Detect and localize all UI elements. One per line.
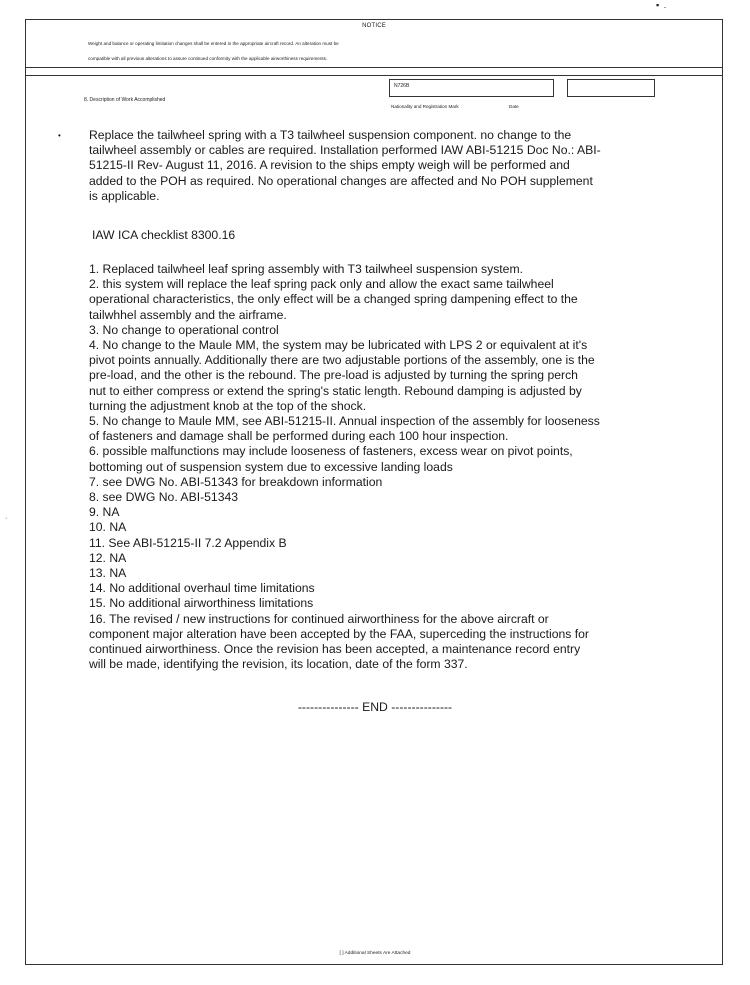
checklist-line: tailwhhel assembly and the airframe.	[89, 307, 287, 322]
notice-box	[26, 20, 722, 68]
checklist-line: nut to either compress or extend the spring's static length. Rebound damping is adjusted by	[89, 383, 582, 398]
checklist-line: 12. NA	[89, 550, 127, 565]
checklist-line: 8. see DWG No. ABI-51343	[89, 490, 239, 505]
section-label: 8. Description of Work Accomplished	[84, 97, 166, 103]
checklist-line: 15. No additional airworthiness limitations	[89, 596, 314, 611]
intro-line: added to the POH as required. No operational changes are affected and No POH supplement	[89, 173, 593, 188]
checklist-line: turning the adjustment knob at the top of the shock.	[89, 398, 367, 413]
checklist-line: 3. No change to operational control	[89, 322, 279, 337]
date-field	[567, 79, 655, 97]
checklist-line: will be made, identifying the revision, its location, date of the form 337.	[89, 657, 468, 672]
notice-title: NOTICE	[362, 23, 386, 29]
intro-line: Replace the tailwheel spring with a T3 tailwheel suspension component. no change to the	[89, 128, 572, 142]
checklist-line: 9. NA	[89, 505, 120, 520]
notice-text-line-1: Weight and balance or operating limitation changes shall be entered in the appropriate aircraft record. An alteration must be	[88, 41, 339, 46]
checklist-line: bottoming out of suspension system due to excessive landing loads	[89, 459, 453, 474]
intro-line: 51215-II Rev- August 11, 2016. A revision to the ships empty weigh will be performed and	[89, 158, 570, 173]
checklist-line: 16. The revised / new instructions for continued airworthiness for the above aircraft or	[89, 611, 549, 626]
checklist-line: 13. NA	[89, 566, 127, 581]
checklist-line: of fasteners and damage shall be performed during each 100 hour inspection.	[89, 429, 509, 444]
scan-corner-mark: ▪ .	[656, 0, 668, 10]
scan-edge-mark: ·	[5, 515, 8, 522]
registration-caption: Nationality and Registration Mark	[391, 104, 459, 109]
checklist-line: continued airworthiness. Once the revision has been accepted, a maintenance record entry	[89, 642, 581, 657]
checklist-line: 14. No additional overhaul time limitations	[89, 581, 315, 596]
checklist-line: component major alteration have been accepted by the FAA, superceding the instructions for	[89, 626, 589, 641]
checklist-line: 7. see DWG No. ABI-51343 for breakdown information	[89, 474, 383, 489]
checklist-line: 6. possible malfunctions may include looseness of fasteners, excess wear on pivot points,	[89, 444, 573, 459]
notice-text-line-2: compatible with all previous alterations to assure continued conformity with the applicable airworthiness requirements.	[88, 56, 328, 61]
date-caption: Date	[509, 104, 519, 109]
intro-line: tailwheel assembly or cables are required. Installation performed IAW ABI-51215 Doc No.: ABI-	[89, 143, 601, 158]
checklist-line: 2. this system will replace the leaf spring pack only and allow the exact same tailwheel	[89, 277, 554, 292]
section-divider	[26, 75, 722, 76]
margin-dot: •	[58, 131, 61, 140]
iaw-checklist-line: IAW ICA checklist 8300.16	[92, 228, 236, 242]
checklist-line: 5. No change to Maule MM, see ABI-51215-II. Annual inspection of the assembly for looseness	[89, 414, 600, 429]
registration-field: N726B	[389, 79, 554, 97]
checklist-line: operational characteristics, the only effect will be a changed spring dampening effect to the	[89, 292, 578, 307]
checklist-line: 4. No change to the Maule MM, the system may be lubricated with LPS 2 or equivalent at it's	[89, 338, 588, 353]
checklist-line: 1. Replaced tailwheel leaf spring assembly with T3 tailwheel suspension system.	[89, 262, 524, 276]
checklist-line: pivot points annually. Additionally there are two adjustable portions of the assembly, one is the	[89, 353, 595, 368]
checklist-line: pre-load, and the other is the rebound. The pre-load is adjusted by turning the spring perch	[89, 368, 578, 383]
intro-paragraph	[89, 128, 679, 204]
checklist-line: 11. See ABI-51215-II 7.2 Appendix B	[89, 535, 287, 550]
checklist-items	[89, 262, 679, 672]
additional-sheets-checkbox-label: [ ] Additional Sheets Are Attached	[339, 951, 411, 956]
end-marker: --------------- END ---------------	[297, 700, 453, 714]
checklist-line: 10. NA	[89, 520, 127, 535]
intro-line: is applicable.	[89, 188, 160, 203]
